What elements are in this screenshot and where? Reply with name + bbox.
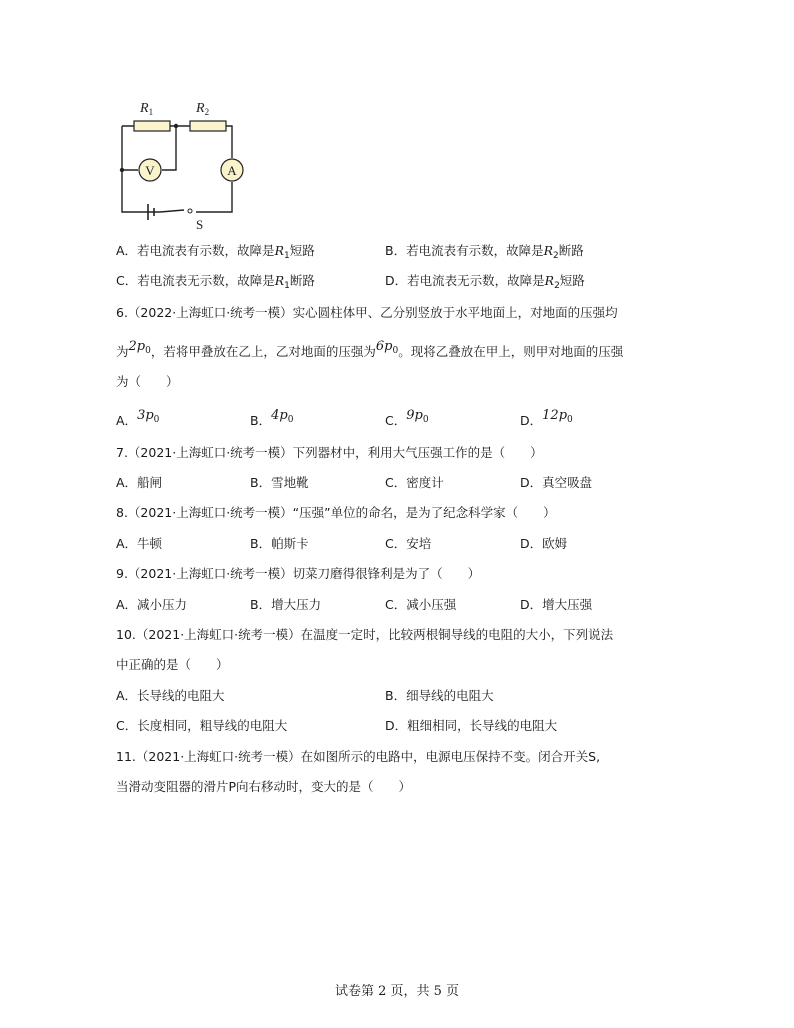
q8-option-c[interactable]: C．安培 [385, 536, 432, 551]
voltmeter-label: V [145, 163, 155, 178]
q8-option-a[interactable]: A．牛顿 [116, 536, 163, 551]
r1-label: $R_1$ [140, 101, 154, 117]
junction-dot [174, 124, 178, 128]
q6-stem-line1: 6.（2022·上海虹口·统考一模）实心圆柱体甲、乙分别竖放于水平地面上，对地面的压强均 [116, 305, 618, 320]
q5-option-a[interactable]: A．若电流表有示数，故障是$R_1$短路 [116, 243, 315, 261]
ammeter-label: A [227, 163, 237, 178]
q10-stem-line1: 10.（2021·上海虹口·统考一模）在温度一定时，比较两根铜导线的电阻的大小，下列说法 [116, 627, 614, 642]
q9-option-a[interactable]: A．减小压力 [116, 597, 188, 612]
junction-dot-left [120, 168, 124, 172]
resistor-r2 [190, 121, 226, 131]
q10-stem-line2: 中正确的是（ ） [116, 657, 229, 672]
r2-label: $R_2$ [196, 101, 210, 117]
q5-option-c[interactable]: C．若电流表无示数，故障是$R_1$断路 [116, 273, 315, 291]
q10-option-b[interactable]: B．细导线的电阻大 [385, 688, 494, 703]
q5-option-d[interactable]: D．若电流表无示数，故障是$R_2$短路 [385, 273, 585, 291]
q6-option-d[interactable]: D．$12p_0$ [520, 408, 573, 428]
q7-option-a[interactable]: A．船闸 [116, 475, 163, 490]
q6-pressure-2p0: $2p_0$ [128, 339, 151, 356]
q7-stem: 7.（2021·上海虹口·统考一模）下列器材中，利用大气压强工作的是（ ） [116, 445, 543, 460]
q11-stem-line1: 11.（2021·上海虹口·统考一模）在如图所示的电路中，电源电压保持不变。闭合开关S, [116, 749, 601, 764]
q7-option-c[interactable]: C．密度计 [385, 475, 444, 490]
q5-option-b[interactable]: B．若电流表有示数，故障是$R_2$断路 [385, 243, 584, 261]
page-footer: 试卷第 2 页，共 5 页 [334, 984, 460, 999]
circuit-diagram [112, 92, 252, 232]
switch-label: S [196, 217, 204, 232]
q8-option-d[interactable]: D．欧姆 [520, 536, 568, 551]
q9-option-b[interactable]: B．增大压力 [250, 597, 322, 612]
q10-option-a[interactable]: A．长导线的电阻大 [116, 688, 225, 703]
q6-option-a[interactable]: A．$3p_0$ [116, 408, 160, 428]
switch-pivot [188, 209, 192, 213]
q8-stem: 8.（2021·上海虹口·统考一模）“压强”单位的命名，是为了纪念科学家（ ） [116, 505, 556, 520]
q6-option-c[interactable]: C．$9p_0$ [385, 408, 429, 428]
q6-stem-line2: 为$2p_0$，若将甲叠放在乙上，乙对地面的压强为$6p_0$。现将乙叠放在甲上，则甲对地面的压强 [116, 339, 624, 359]
q9-option-d[interactable]: D．增大压强 [520, 597, 593, 612]
resistor-r1 [134, 121, 170, 131]
q10-option-c[interactable]: C．长度相同，粗导线的电阻大 [116, 718, 288, 733]
q8-option-b[interactable]: B．帕斯卡 [250, 536, 309, 551]
q10-option-d[interactable]: D．粗细相同，长导线的电阻大 [385, 718, 558, 733]
q11-stem-line2: 当滑动变阻器的滑片P向右移动时，变大的是（ ） [116, 779, 412, 794]
q9-option-c[interactable]: C．减小压强 [385, 597, 457, 612]
q6-stem-line3: 为（ ） [116, 374, 179, 389]
q9-stem: 9.（2021·上海虹口·统考一模）切菜刀磨得很锋利是为了（ ） [116, 566, 481, 581]
q6-pressure-6p0: $6p_0$ [375, 339, 399, 356]
q7-option-d[interactable]: D．真空吸盘 [520, 475, 593, 490]
q6-option-b[interactable]: B．$4p_0$ [250, 408, 294, 428]
q7-option-b[interactable]: B．雪地靴 [250, 475, 309, 490]
